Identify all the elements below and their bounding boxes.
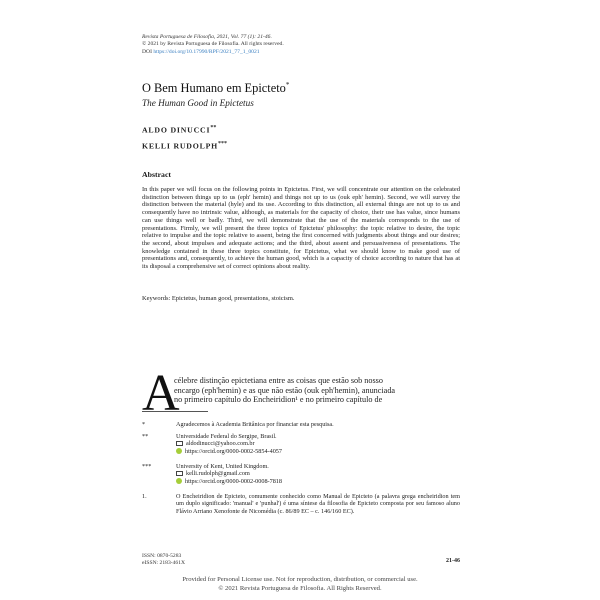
intro-paragraph (174, 376, 460, 405)
footnote-mark: * (142, 421, 146, 428)
abstract-body: In this paper we will focus on the following points in Epictetus. First, we will concentrate our attention on the celebrated distinction between things up to us (eph' hemin) and things not up to us (ouk eph' hemin). Second, we will survey the distinction between the material (hyle) and its use. According to this distinction, all external things are not up to us and consequently have no intrinsic value, although, as materials for the capacity of choice, their use has value, since humans can use things well or badly. Third, we will demonstrate that the use of the materials corresponds to the use of presentations. Firmly, we will present the three topics of Epictetus' philosophy: the topic relative to desire, the topic relative to impulse and the topic relative to assent, being the first concerned with judgments about things and our desires; the second, about impulses and adequate actions; and the third, about assent and persuasiveness of presentations. The knowledge contained in these three topics constitute, for Epictetus, what we should know to make good use of presentations and, consequently, to achieve the human good, which is a capacity of choice according to nature that has at its disposal a comprehensive set of correct opinions about reality. (142, 186, 460, 271)
affiliation-text: Universidade Federal do Sergipe, Brasil. (176, 433, 277, 440)
affiliation-text: University of Kent, United Kingdom. (176, 463, 269, 470)
author-name: KELLI RUDOLPH (142, 141, 219, 151)
mail-icon (176, 471, 183, 476)
orcid-icon (176, 478, 182, 484)
title-text: O Bem Humano em Epicteto (142, 81, 286, 96)
title-footnote-mark[interactable]: * (285, 81, 290, 89)
email-text[interactable]: kelli.rudolph@gmail.com (186, 470, 250, 478)
footnote-text: O Encheiridion de Epicteto, comumente conhecido como Manual de Epicteto (a palavra grega encheiridion tem um duplo significado: 'manual' e 'punhal') é uma síntese da filosofia de Epicteto composta por seu famoso aluno Flávio Arriano Xenofonte de Nicomédia (c. 86/89 EC – c. 146/160 EC). (176, 493, 460, 515)
paper-subtitle: The Human Good in Epictetus (142, 98, 254, 108)
footnote-text: Agradecemos à Academia Britânica por financiar esta pesquisa. (176, 421, 334, 428)
doi-line (142, 49, 284, 56)
orcid-row[interactable] (176, 448, 460, 455)
orcid-text[interactable]: https://orcid.org/0000-0002-5854-4057 (185, 447, 282, 455)
issn-block (142, 553, 185, 567)
footnote-divider (142, 411, 208, 412)
doi-label: DOI (142, 48, 152, 55)
intro-line: encargo (eph'hemin) e as que não estão (ouk eph'hemin), anunciada (174, 385, 396, 395)
mail-icon (176, 441, 183, 446)
drop-cap: A (142, 365, 180, 422)
intro-line: célebre distinção epictetiana entre as coisas que estão sob nosso (174, 376, 383, 385)
footnote-affiliation (176, 463, 460, 485)
license-line: Provided for Personal License use. Not for reproduction, distribution, or commercial use. (182, 576, 418, 583)
author-footnote-mark[interactable]: ** (210, 125, 217, 131)
email-row[interactable] (176, 470, 460, 477)
footnote-affiliation (176, 433, 460, 455)
orcid-row[interactable] (176, 478, 460, 485)
email-text[interactable]: aldodinucci@yahoo.com.br (186, 440, 255, 448)
journal-meta (142, 34, 284, 56)
footnote-mark: *** (142, 463, 152, 470)
email-row[interactable] (176, 440, 460, 447)
orcid-text[interactable]: https://orcid.org/0000-0002-0008-7818 (185, 477, 282, 485)
issn-electronic: eISSN: 2183-461X (142, 559, 186, 566)
page-range: 21-46 (446, 558, 460, 564)
keywords: Keywords: Epictetus, human good, presentations, stoicism. (142, 295, 295, 302)
doi-link[interactable]: https://doi.org/10.17990/RPF/2021_77_1_0021 (153, 48, 260, 55)
author-name: ALDO DINUCCI (142, 125, 211, 135)
issn-print: ISSN: 0870-5283 (142, 553, 182, 559)
abstract-heading: Abstract (142, 170, 172, 179)
journal-line: Revista Portuguesa de Filosofia, 2021, Vol. 77 (1): 21-46. (142, 34, 272, 40)
author-1 (142, 125, 216, 135)
intro-line: no primeiro capítulo do Encheiridion¹ e no primeiro capítulo de (174, 395, 383, 405)
license-notice (0, 576, 600, 593)
license-line: © 2021 Revista Portuguesa de Filosofia. All Rights Reserved. (218, 584, 382, 592)
author-footnote-mark[interactable]: *** (218, 141, 228, 147)
footnote-mark: 1. (142, 493, 147, 500)
footnote-mark: ** (142, 433, 149, 440)
orcid-icon (176, 448, 182, 454)
author-2 (142, 141, 227, 151)
paper-title (142, 81, 289, 96)
copyright-line: © 2021 by Revista Portuguesa de Filosofia. All rights reserved. (142, 41, 284, 48)
